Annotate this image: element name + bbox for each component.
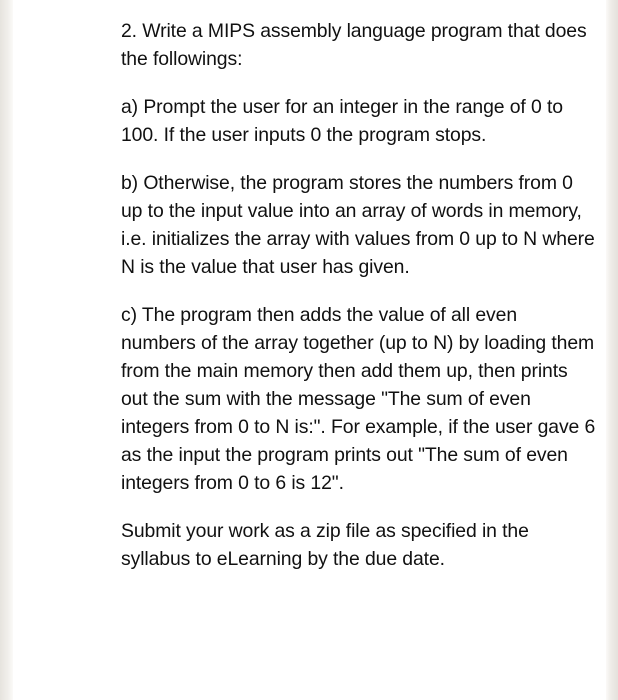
question-heading: 2. Write a MIPS assembly language program that does the followings: (121, 20, 587, 70)
left-page-edge (0, 0, 13, 700)
paragraph-gap (121, 497, 596, 517)
part-a: a) Prompt the user for an integer in the range of 0 to 100. If the user inputs 0 the program stops. (121, 96, 563, 146)
paragraph-gap (121, 281, 596, 301)
part-c: c) The program then adds the value of all even numbers of the array together (up to N) by loading them from the main memory then add them up, then prints out the sum with the message "The sum of even integers from 0 to N is:". For example, if the user gave 6 as the input the program prints out "The sum of even integers from 0 to 6 is 12". (121, 304, 596, 494)
part-b: b) Otherwise, the program stores the numbers from 0 up to the input value into an array of words in memory, i.e. initializes the array with values from 0 up to N where N is the value that user has given. (121, 172, 595, 278)
paragraph-gap (121, 73, 596, 93)
right-page-edge (606, 0, 618, 700)
paragraph-gap (121, 149, 596, 169)
assignment-text (121, 17, 596, 573)
submission-note: Submit your work as a zip file as specified in the syllabus to eLearning by the due date. (121, 520, 529, 570)
